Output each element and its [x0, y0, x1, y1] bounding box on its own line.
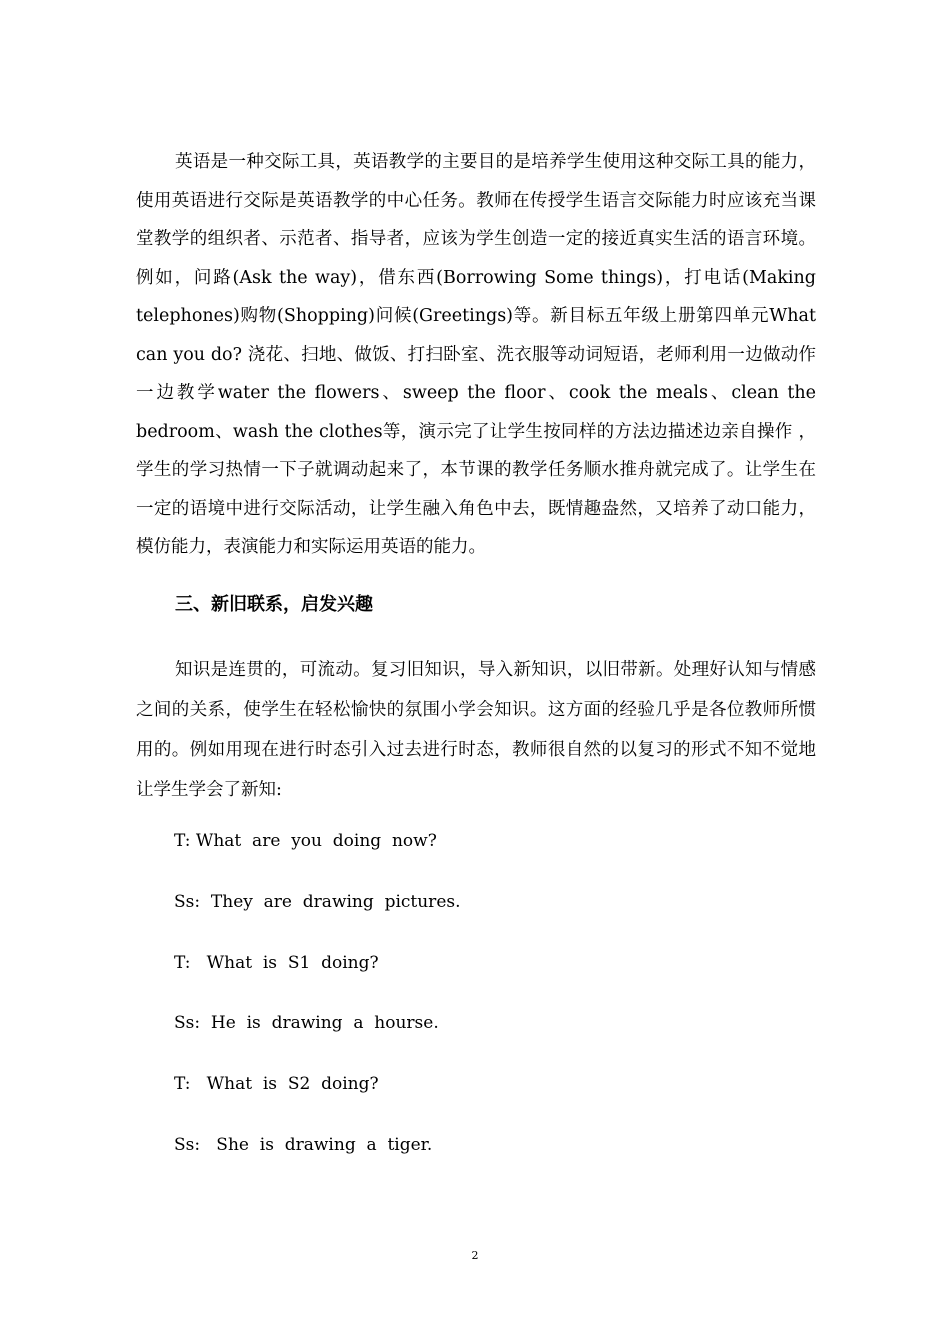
dialogue-line: T: What is S2 doing? [174, 1074, 379, 1094]
body-paragraph-1: 英语是一种交际工具，英语教学的主要目的是培养学生使用这种交际工具的能力，使用英语进行交际是英语教学的中心任务。教师在传授学生语言交际能力时应该充当课堂教学的组织者、示范者、指导者，应该为学生创造一定的接近真实生活的语言环境。例如，问路(Ask the way)，借东西(Borrowing Some things)，打电话(Making telephones)购物(Shopping)问候(Greetings)等。新目标五年级上册第四单元What can you do? 浇花、扫地、做饭、打扫卧室、洗衣服等动词短语，老师利用一边做动作一边教学water the flowers、sweep the floor、cook the meals、clean the bedroom、wash the clothes等，演示完了让学生按同样的方法边描述边亲自操作 ，学生的学习热情一下子就调动起来了，本节课的教学任务顺水推舟就完成了。让学生在一定的语境中进行交际活动，让学生融入角色中去，既情趣盎然，又培养了动口能力，模仿能力，表演能力和实际运用英语的能力。 [136, 152, 816, 557]
page-number: 2 [471, 1249, 479, 1262]
dialogue-line: Ss: He is drawing a hourse. [174, 1013, 439, 1033]
section-heading: 三、新旧联系，启发兴趣 [175, 594, 373, 615]
dialogue-line: T: What is S1 doing? [174, 953, 379, 973]
dialogue-line: Ss: They are drawing pictures. [174, 892, 461, 912]
dialogue-line: Ss: She is drawing a tiger. [174, 1135, 433, 1155]
dialogue-line: T: What are you doing now? [174, 831, 437, 851]
body-paragraph-2: 知识是连贯的，可流动。复习旧知识，导入新知识，以旧带新。处理好认知与情感之间的关系，使学生在轻松愉快的氛围小学会知识。这方面的经验几乎是各位教师所惯用的。例如用现在进行时态引入过去进行时态，教师很自然的以复习的形式不知不觉地让学生学会了新知: [136, 660, 816, 800]
